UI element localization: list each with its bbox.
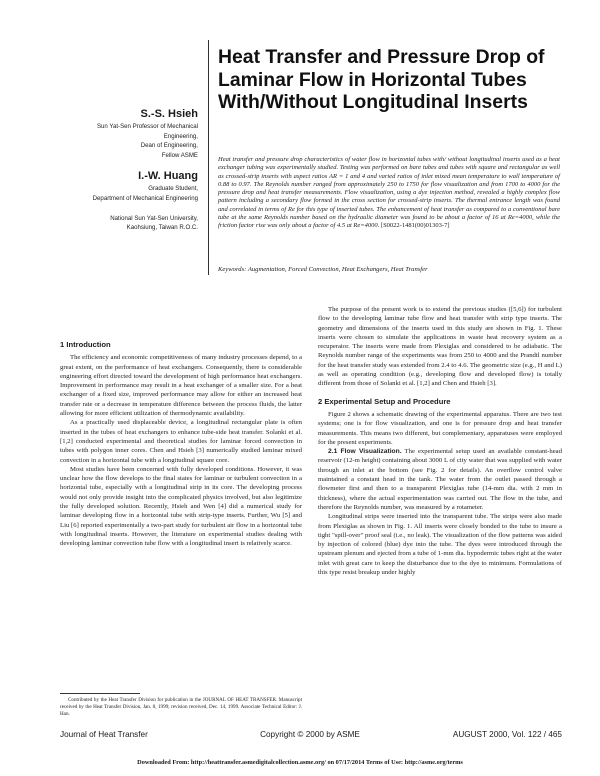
institution bbox=[10, 214, 198, 233]
paragraph: Figure 2 shows a schematic drawing of the experimental apparatus. There are two test systems; one is for flow visualization, and one is for pressure drop and heat transfer measurements. This means two different, but complementary, apparatuses were employed for the present experiments. bbox=[318, 410, 562, 446]
institution-line: National Sun Yat-Sen University, bbox=[110, 214, 198, 222]
download-notice: Downloaded From: http://heattransfer.asmedigitalcollection.asme.org/ on 07/17/2014 Terms of Use: http://asme.org/terms bbox=[137, 759, 463, 766]
paragraph: Most studies have been concerned with fully developed conditions. However, it was unclear how the flow develops to the final states for laminar or turbulent convection in a horizontal tube, especially with a longitudinal strip in its core. The developing process would not only provide insight into the complicated physics involved, but also legitimize the fully developed solution. Recently, Hsieh and Wen [4] did a numerical study for laminar developing flow in a horizontal tube with strip-type inserts. Further, Wu [5] and Liu [6] reported experimentally a two-part study for turbulent air flow in a horizontal tube with longitudinal inserts. However, the literature on experimental studies dealing with developing laminar convection tube flow with a longitudinal insert is relatively scarce. bbox=[60, 465, 302, 548]
journal-name: Journal of Heat Transfer bbox=[60, 730, 148, 739]
author-affiliation: Engineering, bbox=[163, 132, 198, 140]
section-heading-experimental: 2 Experimental Setup and Procedure bbox=[318, 396, 451, 406]
paragraph: The efficiency and economic competitiveness of many industry processes depend, to a great extent, on the performance of heat exchangers. Consequently, there is considerable engineering effort directed toward the development of high performance heat exchangers. Improvement in performance may result in a heat exchanger of a smaller size. For a heat exchanger of a fixed size, improved performance may allow for either an increased heat transfer rate or a decrease in temperature difference between the process fluids, the latter allowing for more efficient utilization of thermodynamic availability. bbox=[60, 354, 302, 418]
subsection-heading-flow-visualization: 2.1 Flow Visualization. bbox=[328, 448, 402, 456]
footnote-rule bbox=[60, 693, 140, 694]
copyright: Copyright © 2000 by ASME bbox=[260, 730, 360, 739]
author-affiliation: Dean of Engineering, bbox=[140, 142, 198, 150]
right-column bbox=[318, 305, 562, 577]
author-affiliation: Graduate Student, bbox=[148, 185, 198, 193]
author-affiliation: Fellow ASME bbox=[161, 151, 198, 159]
subsection-text: The experimental setup used an available constant-head reservoir (12-m height) containing about 3000 L of city water that was supplied with water through an inlet at the bottom (see Fig. 2 for details). An overflow control valve maintained a constant head in the tank. The water from the outlet passed through a flowmeter first and then to a transparent Plexiglas tube (14-mm dia. with 2 mm in thickness), where the actual experimentation was carried out. The flow in the tube, and therefore the Reynolds number, was measured by a rotameter. bbox=[318, 448, 562, 511]
left-column bbox=[60, 340, 302, 549]
header-divider bbox=[208, 40, 209, 275]
paragraph: As a practically used displaceable device, a longitudinal rectangular plate is often inserted in the tubes of heat exchangers to enhance tube-side heat transfer. Solanki et al. [1,2] conducted experimental and theoretical studies for laminar forced convection in tubes with polygon inner cores. Chen and Hsieh [3] numerically studied laminar mixed convection in a horizontal tube with a longitudinal square core. bbox=[60, 419, 302, 464]
author-list bbox=[10, 108, 198, 243]
institution-line: Kaohsiung, Taiwan R.O.C. bbox=[126, 224, 198, 232]
author-affiliation: Sun Yat-Sen Professor of Mechanical bbox=[96, 123, 198, 130]
keywords bbox=[218, 266, 560, 273]
keywords-label: Keywords: bbox=[218, 266, 247, 273]
issue-info: AUGUST 2000, Vol. 122 / 465 bbox=[452, 730, 562, 739]
footnote: Contributed by the Heat Transfer Division for publication in the JOURNAL OF HEAT TRANSFER. Manuscript received by the Heat Transfer Division, Jan. 8, 1999; revision received, Dec. 14, 1999. Associate Technical Editor: J. Han. bbox=[60, 697, 302, 717]
abstract-doi: [S0022-1481(00)01303-7] bbox=[380, 222, 450, 229]
abstract-text: Heat transfer and pressure drop characteristics of water flow in horizontal tubes with/ without longitudinal inserts used as a heat exchanger tubing was experimentally studied. Testing was performed on bare tubes and tubes with square and rectangular as well as crossed-strip inserts with aspect ratios AR = 1 and 4 and varied ratios of inlet mixed mean temperature to wall temperature of 0.88 to 0.97. The Reynolds number ranged from approximately 250 to 1750 for flow visualization and from 1700 to 4000 for the pressure drop and heat transfer measurements. Flow visualization, using a dye injection method, revealed a highly complex flow pattern including a secondary flow formed in the cross section for crossed-strip inserts. The thermal entrance length was found and correlated in terms of Re for this type of inserted tubes. The enhancement of heat transfer as compared to a conventional bare tube at the same Reynolds number based on the hydraulic diameter was found to be about a factor of 16 at Re=4000, while the friction factor rise was only about a factor of 4.5 at Re=4000. bbox=[218, 156, 560, 229]
section-heading-introduction: 1 Introduction bbox=[60, 340, 111, 349]
author-1 bbox=[10, 108, 198, 160]
paper-title: Heat Transfer and Pressure Drop of Laminar Flow in Horizontal Tubes With/Without Longitudinal Inserts bbox=[218, 46, 545, 113]
author-2 bbox=[10, 170, 198, 203]
author-affiliation: Department of Mechanical Engineering bbox=[92, 194, 198, 202]
author-name: I.-W. Huang bbox=[138, 170, 198, 183]
paragraph bbox=[318, 447, 562, 512]
paragraph: The purpose of the present work is to extend the previous studies ([5,6]) for turbulent flow to the developing laminar tube flow and heat transfer with strip type inserts. The geometry and dimensions of the inserts used in this study are shown in Fig. 1. These inserts were chosen to simulate the applications in waste heat recovery system as a recuperator. The inserts were made from Plexiglas and considered to be adiabatic. The Reynolds number range of the experiments was from 250 to 4000 and the Prandtl number for the heat transfer study was extended from 2.4 to 4.6. The geometric size (e.g., H and L) as well as operating condition (e.g., developing flow and developed flow) is totally different from those of Solanki et al. [1,2] and Chen and Hsieh [3]. bbox=[318, 306, 562, 388]
keywords-list: Augmentation, Forced Convection, Heat Exchangers, Heat Transfer bbox=[247, 266, 428, 273]
author-name: S.-S. Hsieh bbox=[140, 108, 198, 120]
paragraph: Longitudinal strips were inserted into the transparent tube. The strips were also made from Plexiglas as shown in Fig. 1. All inserts were closely bonded to the tube to insure a tight "spill-over" proof seal (i.e., no leak). The visualization of the flow patterns was aided by injection of colored (blue) dye into the tube. The dyes were introduced through the upstream plenum and ejected from a tube of 1-mm dia. hypodermic tubes right at the water inlet with great care to keep the disturbance due to the dye to minimum. Formulations of this type resist breakup under highly bbox=[318, 513, 562, 577]
abstract bbox=[218, 156, 560, 230]
